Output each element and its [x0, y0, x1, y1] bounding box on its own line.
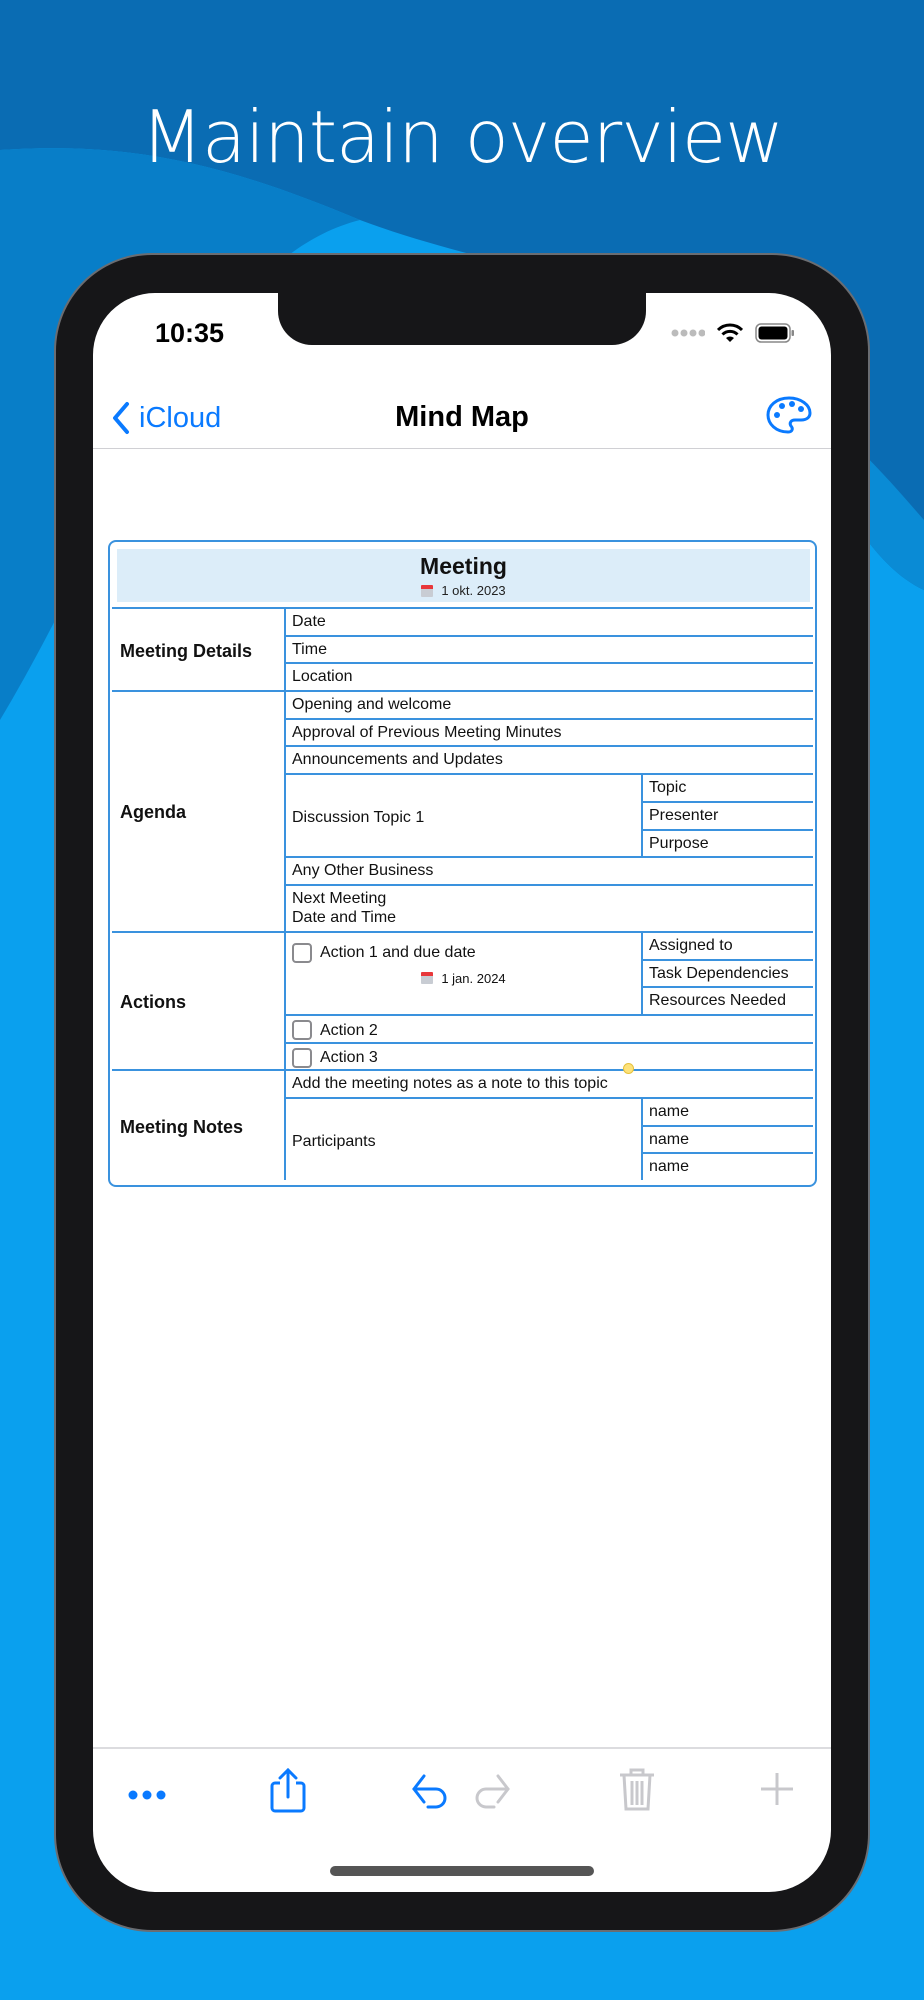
topic-opening[interactable]: Opening and welcome: [284, 690, 813, 718]
topic-actions[interactable]: Actions: [112, 931, 284, 1069]
headline: Maintain overview: [140, 95, 784, 179]
drag-handle[interactable]: [623, 1063, 634, 1074]
palette-icon[interactable]: [765, 395, 813, 435]
map-title: Meeting: [420, 553, 507, 579]
bottom-toolbar: [93, 1747, 831, 1867]
navigation-bar: [93, 383, 831, 449]
participant-name[interactable]: name: [641, 1097, 813, 1125]
action-1-due-date: 1 jan. 2024: [441, 970, 506, 986]
status-time: 10:35: [155, 318, 225, 348]
topic-location[interactable]: Location: [284, 662, 813, 690]
app-screen: [93, 293, 831, 1892]
topic-time[interactable]: Time: [284, 635, 813, 663]
next-meeting-line1: Next Meeting: [292, 889, 387, 907]
calendar-icon: [421, 972, 433, 984]
checkbox-action-1[interactable]: [292, 943, 312, 963]
participant-name[interactable]: name: [641, 1125, 813, 1153]
subtopic-task-dependencies[interactable]: Task Dependencies: [641, 959, 813, 987]
topic-date[interactable]: Date: [284, 607, 813, 635]
calendar-icon: [421, 585, 433, 597]
topic-action-2[interactable]: [284, 1014, 813, 1042]
subtopic-purpose[interactable]: Purpose: [641, 829, 813, 857]
action-2-label: Action 2: [320, 1021, 378, 1039]
share-icon[interactable]: [269, 1767, 307, 1813]
topic-action-3[interactable]: [284, 1042, 813, 1070]
subtopic-assigned-to[interactable]: Assigned to: [641, 931, 813, 959]
topic-action-1[interactable]: [284, 931, 641, 1014]
back-label: iCloud: [139, 401, 222, 434]
next-meeting-line2: Date and Time: [292, 908, 397, 926]
topic-participants[interactable]: Participants: [284, 1097, 641, 1180]
map-header[interactable]: [117, 549, 810, 602]
mind-map-table: [108, 540, 817, 1187]
map-date: 1 okt. 2023: [441, 583, 506, 598]
page-title: Mind Map: [395, 401, 529, 433]
checkbox-action-2[interactable]: [292, 1020, 312, 1040]
battery-icon: [755, 323, 795, 343]
undo-icon[interactable]: [411, 1773, 451, 1813]
signal-icon: [671, 328, 705, 338]
subtopic-presenter[interactable]: Presenter: [641, 801, 813, 829]
topic-announcements[interactable]: Announcements and Updates: [284, 745, 813, 773]
topic-agenda[interactable]: Agenda: [112, 690, 284, 931]
topic-add-notes[interactable]: Add the meeting notes as a note to this topic: [284, 1069, 813, 1097]
wifi-icon: [717, 323, 743, 343]
plus-icon[interactable]: [759, 1771, 795, 1807]
home-indicator[interactable]: [330, 1866, 594, 1876]
status-icons: [671, 323, 795, 343]
trash-icon[interactable]: [617, 1767, 657, 1813]
subtopic-topic[interactable]: Topic: [641, 773, 813, 801]
topic-meeting-details[interactable]: Meeting Details: [112, 607, 284, 690]
more-icon[interactable]: [127, 1789, 167, 1801]
topic-discussion[interactable]: Discussion Topic 1: [284, 773, 641, 856]
participant-name[interactable]: name: [641, 1152, 813, 1180]
checkbox-action-3[interactable]: [292, 1048, 312, 1068]
topic-meeting-notes[interactable]: Meeting Notes: [112, 1069, 284, 1180]
subtopic-resources-needed[interactable]: Resources Needed: [641, 986, 813, 1014]
notch: [278, 293, 646, 345]
topic-next-meeting[interactable]: [284, 884, 813, 931]
action-3-label: Action 3: [320, 1049, 378, 1067]
topic-approval[interactable]: Approval of Previous Meeting Minutes: [284, 718, 813, 746]
redo-icon[interactable]: [471, 1773, 511, 1813]
action-1-label: Action 1 and due date: [320, 944, 476, 962]
map-grid: [112, 607, 813, 1180]
topic-any-other-business[interactable]: Any Other Business: [284, 856, 813, 884]
